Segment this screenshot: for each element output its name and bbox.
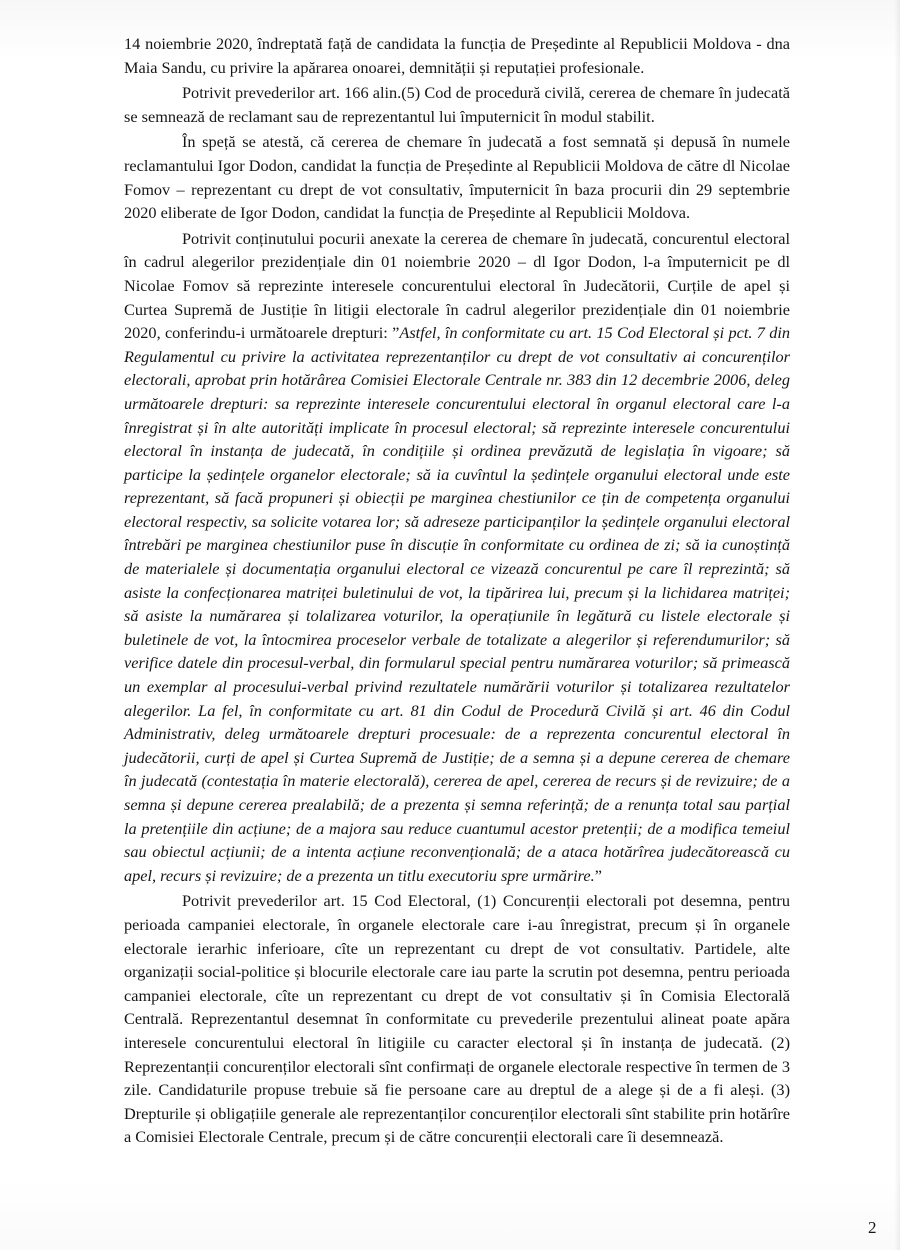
paragraph-art-15: Potrivit prevederilor art. 15 Cod Electoral, (1) Concurenții electorali pot desemna, pentru perioada campaniei electorale, în organele electorale care i-au înregistrat, precum și în organele electorale ierarhic inferioare, cîte un reprezentant cu drept de vot consultativ. Partidele, alte organizații social-politice și blocurile electorale care iau parte la scrutin pot desemna, pentru perioada campaniei electorale, cîte un reprezentant cu drept de vot consultativ și în Comisia Electorală Centrală. Reprezentantul desemnat în conformitate cu prevederile prezentului alineat poate apăra interesele concurentului electoral în litigiile cu caracter electoral și în instanța de judecată. (2) Reprezentanții concurenților electorali sînt confirmați de organele electorale respective în termen de 3 zile. Candidaturile propuse trebuie să fie persoane care au dreptul de a alege și de a fi aleși. (3) Drepturile și obligațiile generale ale reprezentanților concurenților electorali sînt stabilite prin hotărîre a Comisiei Electorale Centrale, precum și de către concurenții electorali care îi desemnează. <box>124 891 790 1147</box>
paragraph-art-166: Potrivit prevederilor art. 166 alin.(5) Cod de procedură civilă, cererea de chemare în judecată se semnează de reclamant sau de reprezentantul lui împuternicit în modul stabilit. <box>124 83 790 126</box>
paragraph-continuation: 14 noiembrie 2020, îndreptată față de candidata la funcția de Președinte al Republicii Moldova - dna Maia Sandu, cu privire la apărarea onoarei, demnității și reputației profesionale. <box>124 34 790 77</box>
paragraph-procura <box>124 227 790 888</box>
page-number: 2 <box>868 1218 877 1237</box>
document-body <box>124 32 790 1149</box>
paragraph-spete: În speță se atestă, că cererea de chemare în judecată a fost semnată și depusă în numele reclamantului Igor Dodon, candidat la funcția de Președinte al Republicii Moldova de către dl Nicolae Fomov – reprezentant cu drept de vot consultativ, împuternicit în baza procurii din 29 septembrie 2020 eliberate de Igor Dodon, candidat la funcția de Președinte al Republicii Moldova. <box>124 132 790 223</box>
procura-quote-close: ” <box>594 865 602 885</box>
scan-edge-shadow <box>894 0 900 1250</box>
procura-intro-text: Potrivit conținutului pocurii anexate la cererea de chemare în judecată, concurentul electoral în cadrul alegerilor prezidențiale din 01 noiembrie 2020 – dl Igor Dodon, l-a împuternicit pe dl Nicolae Fomov să reprezinte interesele concurentului electoral în Judecătorii, Curțile de apel și Curtea Supremă de Justiție în litigii electorale în cadrul alegerilor prezidențiale din 01 noiembrie 2020, conferindu-i următoarele drepturi: ” <box>124 228 790 343</box>
procura-quote-text: Astfel, în conformitate cu art. 15 Cod Electoral și pct. 7 din Regulamentul cu privire la activitatea reprezentanților cu drept de vot consultativ ai concurenților electorali, aprobat prin hotărârea Comisiei Electorale Centrale nr. 383 din 12 decembrie 2006, deleg următoarele drepturi: sa reprezinte interesele concurentului electoral în organul electoral care l-a înregistrat și în alte autorități implicate în procesul electoral; să reprezinte interesele concurentului electoral în instanța de judecată, în condițiile și ordinea prevăzută de legislația în vigoare; să participe la ședințele organelor electorale; să ia cuvîntul la ședințele organului electoral unde este reprezentant, să facă propuneri și obiecții pe marginea chestiunilor ce țin de competența organului electoral respectiv, sa solicite votarea lor; să adreseze participanților la ședințele organului electoral întrebări pe marginea chestiunilor puse în discuție în conformitate cu ordinea de zi; să ia cunoștință de materialele și documentația organului electoral ce vizează concurentul pe care îl reprezintă; să asiste la confecționarea matriței buletinului de vot, la tipărirea lui, precum și la lichidarea matriței; să asiste la numărarea și tolalizarea voturilor, la operațiunile în legătură cu listele electorale și buletinele de vot, la întocmirea proceselor verbale de totalizate a alegerilor și referendumurilor; să verifice datele din procesul-verbal, din formularul special pentru numărarea voturilor; să primească un exemplar al procesului-verbal privind rezultatele numărării voturilor și totalizarea rezultatelor alegerilor. La fel, în conformitate cu art. 81 din Codul de Procedură Civilă și art. 46 din Codul Administrativ, deleg următoarele drepturi procesuale: de a reprezenta concurentul electoral în judecătorii, curți de apel și Curtea Supremă de Justiție; de a semna și a depune cererea de chemare în judecată (contestația în materie electorală), cererea de apel, cererea de recurs și de revizuire; de a semna și depune cererea prealabilă; de a prezenta și semna referință; de a renunța total sau parțial la pretențiile din acțiune; de a majora sau reduce cuantumul acestor pretenții; de a modifica temeiul sau obiectul acțiunii; de a intenta acțiune reconvențională; de a ataca hotărîrea judecătorească cu apel, recurs și revizuire; de a prezenta un titlu executoriu spre urmărire. <box>124 323 790 885</box>
